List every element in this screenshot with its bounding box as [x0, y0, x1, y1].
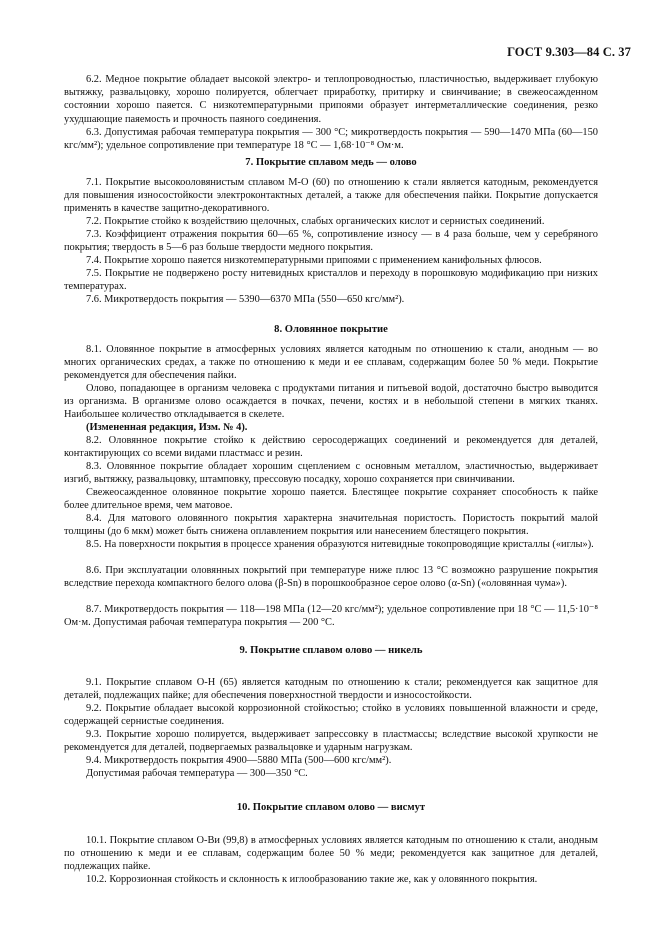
paragraph-7-1: 7.1. Покрытие высокооловянистым сплавом М-О (60) по отношению к стали является катодным, рекомендуется для повышения износостойкости электроконтактных деталей, а также для обеспечения пайки. Покрытие допускается применять в качестве защитно-декоративного. [64, 177, 598, 215]
paragraph-6-2: 6.2. Медное покрытие обладает высокой электро- и теплопроводностью, пластичностью, выдерживает глубокую вытяжку, развальцовку, хорошо полируется, облегчает приработку, притирку и свинчивание; в свежеосажденном состоянии хорошо паяется. С низкотемпературными припоями образует интерметаллические соединения, резко ухудшающие паяемость и прочность паяного соединения. [64, 74, 598, 125]
paragraph-10-2: 10.2. Коррозионная стойкость и склонность к иглообразованию такие же, как у оловянного покрытия. [86, 874, 538, 885]
paragraph-8-3: 8.3. Оловянное покрытие обладает хорошим сцеплением с основным металлом, эластичностью, выдерживает изгиб, вытяжку, развальцовку, штамповку, прессовую посадку, хорошо сохраняется при свинчивании. [64, 461, 598, 486]
paragraph-7-2: 7.2. Покрытие стойко к воздействию щелочных, слабых органических кислот и сернистых соединений. [86, 216, 545, 227]
paragraph-10-1: 10.1. Покрытие сплавом О-Ви (99,8) в атмосферных условиях является катодным по отношению к стали, анодным по отношению к меди и ее сплавам, содержащим более 50 % меди; рекомендуется как защитное для деталей, подлежащих пайке. [64, 835, 598, 873]
section-10-heading: 10. Покрытие сплавом олово — висмут [236, 802, 426, 813]
paragraph-9-1: 9.1. Покрытие сплавом О-Н (65) является катодным по отношению к стали; рекомендуется как защитное для деталей, подлежащих пайке; для обеспечения поверхностной твердости и износостойкости. [64, 677, 598, 702]
section-7-heading: 7. Покрытие сплавом медь — олово [245, 157, 417, 168]
paragraph-9-3: 9.3. Покрытие хорошо полируется, выдерживает запрессовку в пластмассы; вследствие высокой хрупкости не рекомендуется для деталей, подвергаемых развальцовке и ударным нагрузкам. [64, 729, 598, 754]
running-header: ГОСТ 9.303—84 С. 37 [507, 45, 631, 59]
paragraph-7-4: 7.4. Покрытие хорошо паяется низкотемпературными припоями с применением канифольных флюсов. [86, 255, 542, 266]
paragraph-9-4: 9.4. Микротвердость покрытия 4900—5880 МПа (500—600 кгс/мм²). [86, 755, 392, 766]
paragraph-8-4: 8.4. Для матового оловянного покрытия характерна значительная пористость. Пористость покрытий малой толщины (до 6 мкм) может быть снижена оплавлением покрытия или нанесением блестящего покрытия. [64, 513, 598, 538]
paragraph-9-2: 9.2. Покрытие обладает высокой коррозионной стойкостью; стойко в условиях повышенной влажности и среде, содержащей сернистые соединения. [64, 703, 598, 728]
paragraph-8-5: 8.5. На поверхности покрытия в процессе хранения образуются нитевидные токопроводящие кристаллы («иглы»). [86, 539, 594, 550]
paragraph-8-2: 8.2. Оловянное покрытие стойко к действию серосодержащих соединений и рекомендуется для деталей, контактирующих со всеми видами пластмасс и резин. [64, 435, 598, 460]
paragraph-7-5: 7.5. Покрытие не подвержено росту нитевидных кристаллов и переходу в порошковую модификацию при низких температурах. [64, 268, 598, 293]
section-8-heading: 8. Оловянное покрытие [274, 324, 388, 335]
paragraph-9-4b: Допустимая рабочая температура — 300—350 °С. [86, 768, 308, 779]
paragraph-8-7: 8.7. Микротвердость покрытия — 118—198 МПа (12—20 кгс/мм²); удельное сопротивление при 18 °С — 11,5·10⁻⁸ Ом·м. Допустимая рабочая температура покрытия — 200 °С. [64, 604, 598, 629]
paragraph-7-6: 7.6. Микротвердость покрытия — 5390—6370 МПа (550—650 кгс/мм²). [86, 294, 405, 305]
paragraph-8-1b: Олово, попадающее в организм человека с продуктами питания и питьевой водой, достаточно быстро выводится из организма. В организме олово осаждается в почках, печени, костях и в небольшой степени в мягких тканях. Наибольшее количество откладывается в скелете. [64, 383, 598, 421]
paragraph-6-3: 6.3. Допустимая рабочая температура покрытия — 300 °С; микротвердость покрытия — 590—1470 МПа (60—150 кгс/мм²); удельное сопротивление при температуре 18 °С — 1,68·10⁻⁸ Ом·м. [64, 127, 598, 152]
paragraph-8-6: 8.6. При эксплуатации оловянных покрытий при температуре ниже плюс 13 °С возможно разрушение покрытия вследствие перехода компактного белого олова (β-Sn) в порошкообразное серое олово (α-Sn) («оловянная чума»). [64, 565, 598, 590]
paragraph-8-1: 8.1. Оловянное покрытие в атмосферных условиях является катодным по отношению к стали, анодным — во многих органических средах, а также по отношению к меди и ее сплавам, содержащим более 50 % меди. Покрытие рекомендуется для обеспечения пайки. [64, 344, 598, 382]
paragraph-8-3b: Свежеосажденное оловянное покрытие хорошо паяется. Блестящее покрытие сохраняет способность к пайке более длительное время, чем матовое. [64, 487, 598, 512]
amendment-note: (Измененная редакция, Изм. № 4). [86, 422, 248, 433]
section-9-heading: 9. Покрытие сплавом олово — никель [239, 645, 423, 656]
paragraph-7-3: 7.3. Коэффициент отражения покрытия 60—65 %, сопротивление износу — в 4 раза больше, чем у серебряного покрытия; твердость в 5—6 раз больше твердости медного покрытия. [64, 229, 598, 254]
